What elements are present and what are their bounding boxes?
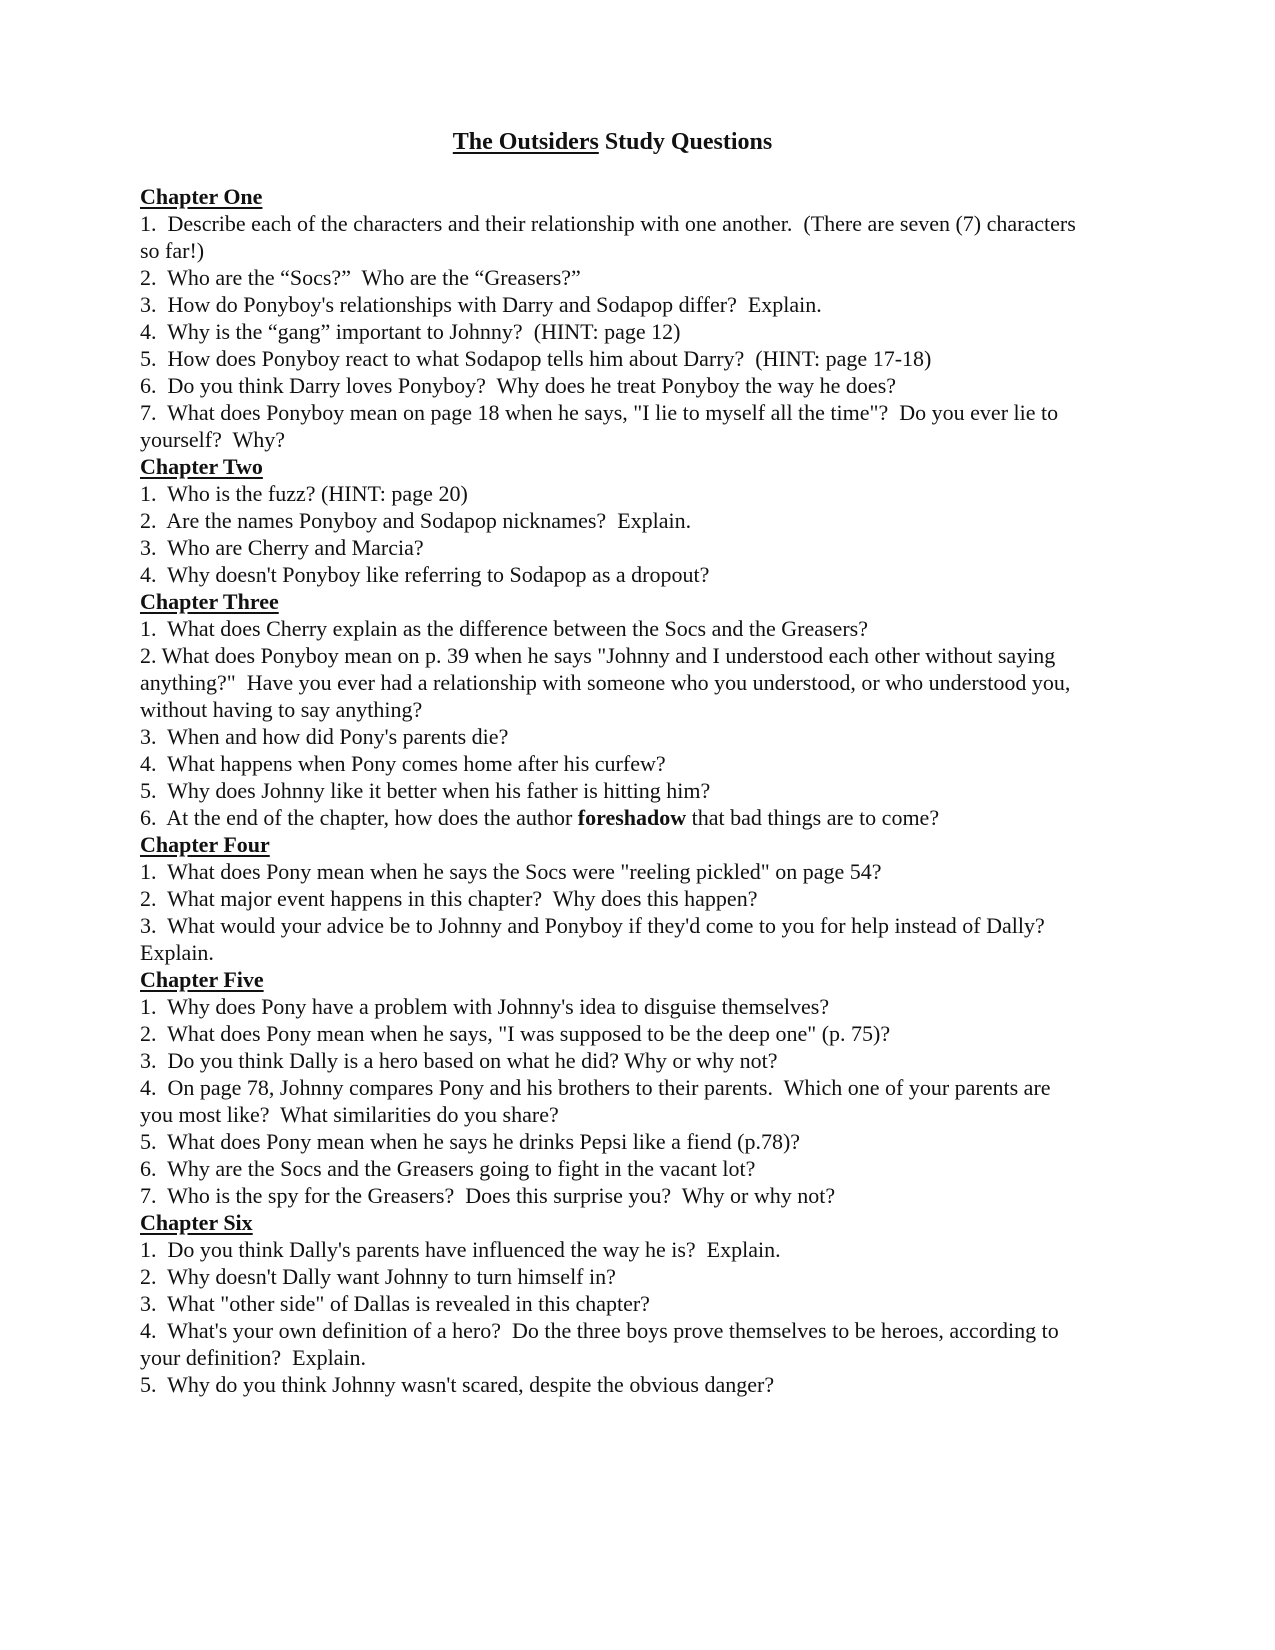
question-item: 2. Who are the “Socs?” Who are the “Greasers?” bbox=[140, 265, 581, 290]
question-item: 3. What "other side" of Dallas is revealed in this chapter? bbox=[140, 1291, 650, 1316]
question-item: 1. What does Pony mean when he says the Socs were "reeling pickled" on page 54? bbox=[140, 859, 882, 884]
question-item: 6. At the end of the chapter, how does the author foreshadow that bad things are to come? bbox=[140, 805, 940, 830]
question-item: 3. When and how did Pony's parents die? bbox=[140, 724, 509, 749]
question-item: 1. What does Cherry explain as the difference between the Socs and the Greasers? bbox=[140, 616, 868, 641]
question-item: 6. Why are the Socs and the Greasers going to fight in the vacant lot? bbox=[140, 1156, 756, 1181]
chapter-heading bbox=[140, 183, 1085, 210]
chapter-heading-text: Chapter One bbox=[140, 184, 263, 209]
page-title bbox=[140, 128, 1085, 156]
question-item: 2. What does Pony mean when he says, "I was supposed to be the deep one" (p. 75)? bbox=[140, 1021, 891, 1046]
question-item: 3. How do Ponyboy's relationships with Darry and Sodapop differ? Explain. bbox=[140, 292, 822, 317]
chapter-section-6 bbox=[140, 1209, 1085, 1398]
title-suffix: Study Questions bbox=[598, 129, 773, 155]
chapter-heading-text: Chapter Four bbox=[140, 832, 270, 857]
question-item: 5. Why do you think Johnny wasn't scared, despite the obvious danger? bbox=[140, 1372, 775, 1397]
question-item: 4. Why doesn't Ponyboy like referring to Sodapop as a dropout? bbox=[140, 562, 710, 587]
question-item: 2. What major event happens in this chapter? Why does this happen? bbox=[140, 886, 758, 911]
chapter-section-3 bbox=[140, 588, 1085, 831]
question-item: 3. What would your advice be to Johnny and Ponyboy if they'd come to you for help instead of Dally? Explain. bbox=[140, 913, 1056, 965]
question-item: 5. Why does Johnny like it better when his father is hitting him? bbox=[140, 778, 711, 803]
chapter-heading-text: Chapter Five bbox=[140, 967, 264, 992]
chapter-section-5 bbox=[140, 966, 1085, 1209]
chapter-heading bbox=[140, 588, 1085, 615]
chapter-section-4 bbox=[140, 831, 1085, 966]
question-item: 4. On page 78, Johnny compares Pony and his brothers to their parents. Which one of your parents are you most like? What similarities do you share? bbox=[140, 1075, 1057, 1127]
chapter-heading bbox=[140, 966, 1085, 993]
chapter-section-1 bbox=[140, 183, 1085, 453]
question-item: 1. Why does Pony have a problem with Johnny's idea to disguise themselves? bbox=[140, 994, 830, 1019]
question-item: 2. What does Ponyboy mean on p. 39 when he says "Johnny and I understood each other without saying anything?" Have you ever had a relationship with someone who you understood, or who understood you, without having to say anything? bbox=[140, 643, 1076, 722]
question-item: 1. Do you think Dally's parents have influenced the way he is? Explain. bbox=[140, 1237, 781, 1262]
question-item: 1. Describe each of the characters and their relationship with one another. (There are seven (7) characters so far!) bbox=[140, 211, 1082, 263]
question-item: 2. Why doesn't Dally want Johnny to turn himself in? bbox=[140, 1264, 616, 1289]
question-item: 3. Do you think Dally is a hero based on what he did? Why or why not? bbox=[140, 1048, 778, 1073]
chapter-heading-text: Chapter Six bbox=[140, 1210, 253, 1235]
question-item: 7. Who is the spy for the Greasers? Does this surprise you? Why or why not? bbox=[140, 1183, 836, 1208]
question-item: 5. How does Ponyboy react to what Sodapop tells him about Darry? (HINT: page 17-18) bbox=[140, 346, 932, 371]
question-item: 4. Why is the “gang” important to Johnny? (HINT: page 12) bbox=[140, 319, 681, 344]
question-item: 1. Who is the fuzz? (HINT: page 20) bbox=[140, 481, 468, 506]
question-item: 2. Are the names Ponyboy and Sodapop nicknames? Explain. bbox=[140, 508, 692, 533]
question-item: 4. What happens when Pony comes home after his curfew? bbox=[140, 751, 666, 776]
chapter-heading-text: Chapter Two bbox=[140, 454, 263, 479]
chapter-heading bbox=[140, 831, 1085, 858]
question-item: 3. Who are Cherry and Marcia? bbox=[140, 535, 424, 560]
chapter-heading bbox=[140, 453, 1085, 480]
question-item: 4. What's your own definition of a hero? Do the three boys prove themselves to be heroes, according to your definition? Explain. bbox=[140, 1318, 1065, 1370]
book-title: The Outsiders bbox=[452, 129, 599, 155]
question-item: 6. Do you think Darry loves Ponyboy? Why does he treat Ponyboy the way he does? bbox=[140, 373, 897, 398]
sections-container bbox=[140, 183, 1085, 1398]
chapter-heading bbox=[140, 1209, 1085, 1236]
question-item: 5. What does Pony mean when he says he drinks Pepsi like a fiend (p.78)? bbox=[140, 1129, 801, 1154]
document-content bbox=[140, 128, 1085, 1398]
chapter-section-2 bbox=[140, 453, 1085, 588]
question-item: 7. What does Ponyboy mean on page 18 when he says, "I lie to myself all the time"? Do you ever lie to yourself? Why? bbox=[140, 400, 1064, 452]
chapter-heading-text: Chapter Three bbox=[140, 589, 279, 614]
